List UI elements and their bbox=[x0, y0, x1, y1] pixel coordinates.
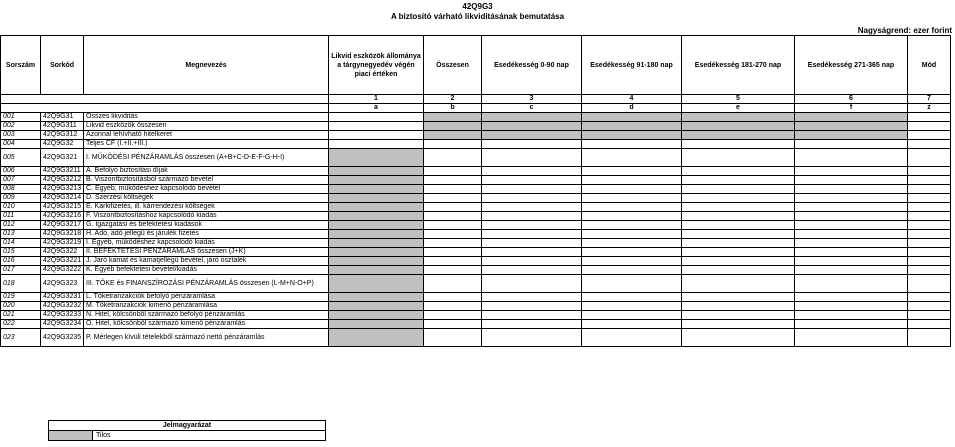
value-cell bbox=[682, 149, 795, 167]
document-title: A biztosító várható likviditásának bemutatása bbox=[390, 12, 565, 21]
value-cell bbox=[329, 167, 424, 176]
value-cell bbox=[682, 203, 795, 212]
value-cell bbox=[908, 302, 951, 311]
value-cell bbox=[682, 320, 795, 329]
value-cell bbox=[582, 320, 682, 329]
value-cell bbox=[682, 275, 795, 293]
value-cell bbox=[329, 320, 424, 329]
row-name: J. Járó kamat és kamatjellegű bevétel, járó osztalék bbox=[84, 257, 329, 266]
value-cell bbox=[482, 185, 582, 194]
row-number: 004 bbox=[1, 140, 41, 149]
value-cell bbox=[795, 167, 908, 176]
value-cell bbox=[582, 176, 682, 185]
row-name: I. Egyéb, működéshez kapcsolódó kiadás bbox=[84, 239, 329, 248]
row-name: Összes likviditás bbox=[84, 113, 329, 122]
value-cell bbox=[682, 257, 795, 266]
value-cell bbox=[682, 140, 795, 149]
value-cell bbox=[424, 167, 482, 176]
row-number: 008 bbox=[1, 185, 41, 194]
value-cell bbox=[908, 113, 951, 122]
value-cell bbox=[424, 149, 482, 167]
value-cell bbox=[329, 221, 424, 230]
row-number: 003 bbox=[1, 131, 41, 140]
row-code: 42Q9G3217 bbox=[41, 221, 84, 230]
value-cell bbox=[582, 167, 682, 176]
header-col7: Mód bbox=[908, 36, 951, 95]
value-cell bbox=[329, 275, 424, 293]
value-cell bbox=[424, 113, 482, 122]
row-code: 42Q9G31 bbox=[41, 113, 84, 122]
value-cell bbox=[329, 302, 424, 311]
row-code: 42Q9G3216 bbox=[41, 212, 84, 221]
column-number: 3 bbox=[482, 95, 582, 104]
value-cell bbox=[482, 212, 582, 221]
value-cell bbox=[424, 203, 482, 212]
value-cell bbox=[682, 221, 795, 230]
column-number: 4 bbox=[582, 95, 682, 104]
row-code: 42Q9G3222 bbox=[41, 266, 84, 275]
value-cell bbox=[482, 329, 582, 347]
value-cell bbox=[482, 302, 582, 311]
row-code: 42Q9G323 bbox=[41, 275, 84, 293]
row-name: Likvid eszközök összesen bbox=[84, 122, 329, 131]
value-cell bbox=[795, 131, 908, 140]
header-row bbox=[1, 36, 951, 95]
row-number: 016 bbox=[1, 257, 41, 266]
value-cell bbox=[424, 131, 482, 140]
value-cell bbox=[329, 248, 424, 257]
value-cell bbox=[795, 302, 908, 311]
value-cell bbox=[908, 329, 951, 347]
row-code: 42Q9G3231 bbox=[41, 293, 84, 302]
column-letter: f bbox=[795, 104, 908, 113]
column-letter: b bbox=[424, 104, 482, 113]
row-name: O. Hitel, kölcsönből származó kimenő pénzáramlás bbox=[84, 320, 329, 329]
table-row bbox=[1, 203, 951, 212]
value-cell bbox=[682, 239, 795, 248]
value-cell bbox=[424, 176, 482, 185]
row-name: L. Tőketranzakciók befolyó pénzáramlása bbox=[84, 293, 329, 302]
value-cell bbox=[582, 230, 682, 239]
value-cell bbox=[582, 113, 682, 122]
value-cell bbox=[424, 185, 482, 194]
header-col2: Összesen bbox=[424, 36, 482, 95]
value-cell bbox=[482, 122, 582, 131]
row-number: 010 bbox=[1, 203, 41, 212]
value-cell bbox=[795, 221, 908, 230]
table-row bbox=[1, 293, 951, 302]
row-number: 014 bbox=[1, 239, 41, 248]
table-row bbox=[1, 122, 951, 131]
row-code: 42Q9G3235 bbox=[41, 329, 84, 347]
value-cell bbox=[795, 230, 908, 239]
value-cell bbox=[482, 221, 582, 230]
value-cell bbox=[795, 257, 908, 266]
row-name: Teljes CF (I.+II.+III.) bbox=[84, 140, 329, 149]
value-cell bbox=[482, 230, 582, 239]
row-number: 007 bbox=[1, 176, 41, 185]
value-cell bbox=[908, 230, 951, 239]
value-cell bbox=[582, 194, 682, 203]
row-number: 005 bbox=[1, 149, 41, 167]
column-letter-row bbox=[1, 104, 951, 113]
value-cell bbox=[795, 320, 908, 329]
value-cell bbox=[329, 113, 424, 122]
value-cell bbox=[482, 140, 582, 149]
value-cell bbox=[795, 329, 908, 347]
value-cell bbox=[424, 230, 482, 239]
column-letter: z bbox=[908, 104, 951, 113]
row-code: 42Q9G321 bbox=[41, 149, 84, 167]
value-cell bbox=[908, 131, 951, 140]
header-col6: Esedékesség 271-365 nap bbox=[795, 36, 908, 95]
row-code: 42Q9G3218 bbox=[41, 230, 84, 239]
row-name: III. TŐKE és FINANSZÍROZÁSI PÉNZÁRAMLÁS összesen (L-M+N-O+P) bbox=[84, 275, 329, 293]
value-cell bbox=[682, 230, 795, 239]
column-number: 1 bbox=[329, 95, 424, 104]
value-cell bbox=[329, 194, 424, 203]
value-cell bbox=[424, 239, 482, 248]
value-cell bbox=[908, 122, 951, 131]
value-cell bbox=[795, 122, 908, 131]
liquidity-table bbox=[0, 35, 951, 347]
value-cell bbox=[482, 167, 582, 176]
value-cell bbox=[424, 221, 482, 230]
column-number-row bbox=[1, 95, 951, 104]
value-cell bbox=[682, 113, 795, 122]
row-name: B. Viszontbiztosításból származó bevétel bbox=[84, 176, 329, 185]
value-cell bbox=[482, 293, 582, 302]
value-cell bbox=[795, 212, 908, 221]
value-cell bbox=[795, 275, 908, 293]
row-name: H. Adó, adó jellegű és járulék fizetés bbox=[84, 230, 329, 239]
row-number: 022 bbox=[1, 320, 41, 329]
value-cell bbox=[908, 275, 951, 293]
value-cell bbox=[582, 122, 682, 131]
value-cell bbox=[908, 167, 951, 176]
value-cell bbox=[908, 320, 951, 329]
row-number: 017 bbox=[1, 266, 41, 275]
value-cell bbox=[482, 203, 582, 212]
value-cell bbox=[908, 140, 951, 149]
value-cell bbox=[582, 275, 682, 293]
table-row bbox=[1, 185, 951, 194]
row-name: P. Mérlegen kívüli tételekből származó nettó pénzáramlás bbox=[84, 329, 329, 347]
value-cell bbox=[682, 131, 795, 140]
value-cell bbox=[908, 185, 951, 194]
row-name: K. Egyéb befektetési bevétel/kiadás bbox=[84, 266, 329, 275]
header-sorkod: Sorkód bbox=[41, 36, 84, 95]
table-row bbox=[1, 230, 951, 239]
row-code: 42Q9G3234 bbox=[41, 320, 84, 329]
value-cell bbox=[582, 248, 682, 257]
row-number: 001 bbox=[1, 113, 41, 122]
table-row bbox=[1, 131, 951, 140]
row-number: 019 bbox=[1, 293, 41, 302]
legend-title: Jelmagyarázat bbox=[49, 421, 326, 431]
row-number: 002 bbox=[1, 122, 41, 131]
value-cell bbox=[908, 212, 951, 221]
value-cell bbox=[482, 176, 582, 185]
unit-label: Nagyságrend: ezer forint bbox=[857, 26, 952, 35]
value-cell bbox=[908, 257, 951, 266]
row-number: 015 bbox=[1, 248, 41, 257]
column-letter: a bbox=[329, 104, 424, 113]
value-cell bbox=[424, 212, 482, 221]
value-cell bbox=[482, 257, 582, 266]
value-cell bbox=[582, 149, 682, 167]
value-cell bbox=[329, 140, 424, 149]
value-cell bbox=[908, 248, 951, 257]
value-cell bbox=[795, 266, 908, 275]
value-cell bbox=[329, 266, 424, 275]
column-number: 2 bbox=[424, 95, 482, 104]
value-cell bbox=[795, 293, 908, 302]
row-code: 42Q9G32 bbox=[41, 140, 84, 149]
row-name: M. Tőketranzakciók kimenő pénzáramlása bbox=[84, 302, 329, 311]
value-cell bbox=[424, 122, 482, 131]
value-cell bbox=[424, 248, 482, 257]
value-cell bbox=[424, 266, 482, 275]
row-name: Azonnal lehívható hitelkeret bbox=[84, 131, 329, 140]
table-row bbox=[1, 239, 951, 248]
value-cell bbox=[795, 248, 908, 257]
value-cell bbox=[682, 212, 795, 221]
column-number: 7 bbox=[908, 95, 951, 104]
column-number: 5 bbox=[682, 95, 795, 104]
value-cell bbox=[482, 266, 582, 275]
row-number: 006 bbox=[1, 167, 41, 176]
value-cell bbox=[795, 176, 908, 185]
value-cell bbox=[795, 140, 908, 149]
row-name: II. BEFEKTETÉSI PÉNZÁRAMLÁS összesen (J+K) bbox=[84, 248, 329, 257]
legend bbox=[48, 420, 326, 441]
column-letter: c bbox=[482, 104, 582, 113]
value-cell bbox=[424, 329, 482, 347]
row-code: 42Q9G3219 bbox=[41, 239, 84, 248]
value-cell bbox=[682, 302, 795, 311]
value-cell bbox=[329, 311, 424, 320]
table-row bbox=[1, 176, 951, 185]
value-cell bbox=[582, 131, 682, 140]
value-cell bbox=[682, 185, 795, 194]
value-cell bbox=[582, 293, 682, 302]
value-cell bbox=[582, 140, 682, 149]
value-cell bbox=[795, 203, 908, 212]
value-cell bbox=[682, 167, 795, 176]
header-col1: Likvid eszközök állománya a tárgynegyedév végén piaci értéken bbox=[329, 36, 424, 95]
legend-item: Tilos bbox=[93, 431, 326, 441]
value-cell bbox=[795, 149, 908, 167]
value-cell bbox=[582, 311, 682, 320]
value-cell bbox=[582, 302, 682, 311]
value-cell bbox=[424, 257, 482, 266]
value-cell bbox=[682, 293, 795, 302]
table-row bbox=[1, 275, 951, 293]
table-row bbox=[1, 149, 951, 167]
value-cell bbox=[482, 320, 582, 329]
row-number: 012 bbox=[1, 221, 41, 230]
legend-swatch bbox=[49, 431, 93, 441]
value-cell bbox=[424, 275, 482, 293]
column-number: 6 bbox=[795, 95, 908, 104]
table-row bbox=[1, 221, 951, 230]
table-row bbox=[1, 320, 951, 329]
row-number: 011 bbox=[1, 212, 41, 221]
value-cell bbox=[582, 212, 682, 221]
header-col4: Esedékesség 91-180 nap bbox=[582, 36, 682, 95]
value-cell bbox=[482, 275, 582, 293]
value-cell bbox=[329, 239, 424, 248]
row-code: 42Q9G312 bbox=[41, 131, 84, 140]
value-cell bbox=[582, 329, 682, 347]
value-cell bbox=[329, 131, 424, 140]
table-row bbox=[1, 257, 951, 266]
table-row bbox=[1, 113, 951, 122]
value-cell bbox=[482, 311, 582, 320]
row-code: 42Q9G311 bbox=[41, 122, 84, 131]
row-number: 023 bbox=[1, 329, 41, 347]
value-cell bbox=[424, 140, 482, 149]
row-name: A. Befolyó biztosítási díjak bbox=[84, 167, 329, 176]
column-number-spacer bbox=[1, 95, 329, 104]
value-cell bbox=[482, 248, 582, 257]
value-cell bbox=[424, 194, 482, 203]
row-code: 42Q9G3214 bbox=[41, 194, 84, 203]
value-cell bbox=[482, 149, 582, 167]
row-number: 021 bbox=[1, 311, 41, 320]
row-number: 018 bbox=[1, 275, 41, 293]
value-cell bbox=[795, 185, 908, 194]
value-cell bbox=[329, 212, 424, 221]
row-name: E. Kárkifizetés, ill. kárrendezési költségek bbox=[84, 203, 329, 212]
value-cell bbox=[329, 257, 424, 266]
table-row bbox=[1, 248, 951, 257]
value-cell bbox=[424, 320, 482, 329]
value-cell bbox=[795, 311, 908, 320]
header-col5: Esedékesség 181-270 nap bbox=[682, 36, 795, 95]
row-number: 013 bbox=[1, 230, 41, 239]
value-cell bbox=[908, 239, 951, 248]
row-code: 42Q9G322 bbox=[41, 248, 84, 257]
header-sorszam: Sorszám bbox=[1, 36, 41, 95]
column-letter: d bbox=[582, 104, 682, 113]
table-row bbox=[1, 140, 951, 149]
value-cell bbox=[582, 266, 682, 275]
value-cell bbox=[682, 329, 795, 347]
value-cell bbox=[329, 293, 424, 302]
table-row bbox=[1, 266, 951, 275]
value-cell bbox=[329, 122, 424, 131]
value-cell bbox=[582, 185, 682, 194]
row-name: D. Szerzési költségek bbox=[84, 194, 329, 203]
column-letter-spacer bbox=[1, 104, 329, 113]
row-name: G. Igazgatási és befektetési kiadások bbox=[84, 221, 329, 230]
value-cell bbox=[908, 221, 951, 230]
value-cell bbox=[582, 203, 682, 212]
row-code: 42Q9G3211 bbox=[41, 167, 84, 176]
row-name: N. Hitel, kölcsönből származó befolyó pénzáramlás bbox=[84, 311, 329, 320]
value-cell bbox=[582, 221, 682, 230]
value-cell bbox=[908, 176, 951, 185]
value-cell bbox=[329, 329, 424, 347]
row-code: 42Q9G3213 bbox=[41, 185, 84, 194]
value-cell bbox=[682, 266, 795, 275]
row-code: 42Q9G3233 bbox=[41, 311, 84, 320]
value-cell bbox=[682, 311, 795, 320]
row-name: I. MŰKÖDÉSI PÉNZÁRAMLÁS összesen (A+B+C-D-E-F-G-H-I) bbox=[84, 149, 329, 167]
table-row bbox=[1, 302, 951, 311]
row-code: 42Q9G3212 bbox=[41, 176, 84, 185]
value-cell bbox=[482, 113, 582, 122]
value-cell bbox=[424, 293, 482, 302]
value-cell bbox=[908, 293, 951, 302]
row-name: F. Viszontbiztosításhoz kapcsolódó kiadás bbox=[84, 212, 329, 221]
table-row bbox=[1, 329, 951, 347]
value-cell bbox=[482, 239, 582, 248]
value-cell bbox=[582, 239, 682, 248]
value-cell bbox=[482, 131, 582, 140]
value-cell bbox=[424, 311, 482, 320]
value-cell bbox=[682, 122, 795, 131]
value-cell bbox=[682, 248, 795, 257]
value-cell bbox=[908, 266, 951, 275]
value-cell bbox=[795, 194, 908, 203]
row-number: 020 bbox=[1, 302, 41, 311]
header-megnevezes: Megnevezés bbox=[84, 36, 329, 95]
table-row bbox=[1, 194, 951, 203]
value-cell bbox=[424, 302, 482, 311]
value-cell bbox=[908, 203, 951, 212]
value-cell bbox=[908, 311, 951, 320]
value-cell bbox=[329, 203, 424, 212]
value-cell bbox=[682, 176, 795, 185]
value-cell bbox=[582, 257, 682, 266]
value-cell bbox=[482, 194, 582, 203]
value-cell bbox=[682, 194, 795, 203]
value-cell bbox=[908, 194, 951, 203]
row-code: 42Q9G3232 bbox=[41, 302, 84, 311]
row-code: 42Q9G3215 bbox=[41, 203, 84, 212]
value-cell bbox=[329, 185, 424, 194]
row-code: 42Q9G3221 bbox=[41, 257, 84, 266]
table-row bbox=[1, 212, 951, 221]
table-row bbox=[1, 311, 951, 320]
row-name: C. Egyéb, működéshez kapcsolódó bevétel bbox=[84, 185, 329, 194]
value-cell bbox=[908, 149, 951, 167]
value-cell bbox=[329, 149, 424, 167]
value-cell bbox=[329, 230, 424, 239]
row-number: 009 bbox=[1, 194, 41, 203]
column-letter: e bbox=[682, 104, 795, 113]
header-col3: Esedékesség 0-90 nap bbox=[482, 36, 582, 95]
table-row bbox=[1, 167, 951, 176]
value-cell bbox=[795, 239, 908, 248]
value-cell bbox=[329, 176, 424, 185]
document-code: 42Q9G3 bbox=[462, 2, 493, 11]
value-cell bbox=[795, 113, 908, 122]
